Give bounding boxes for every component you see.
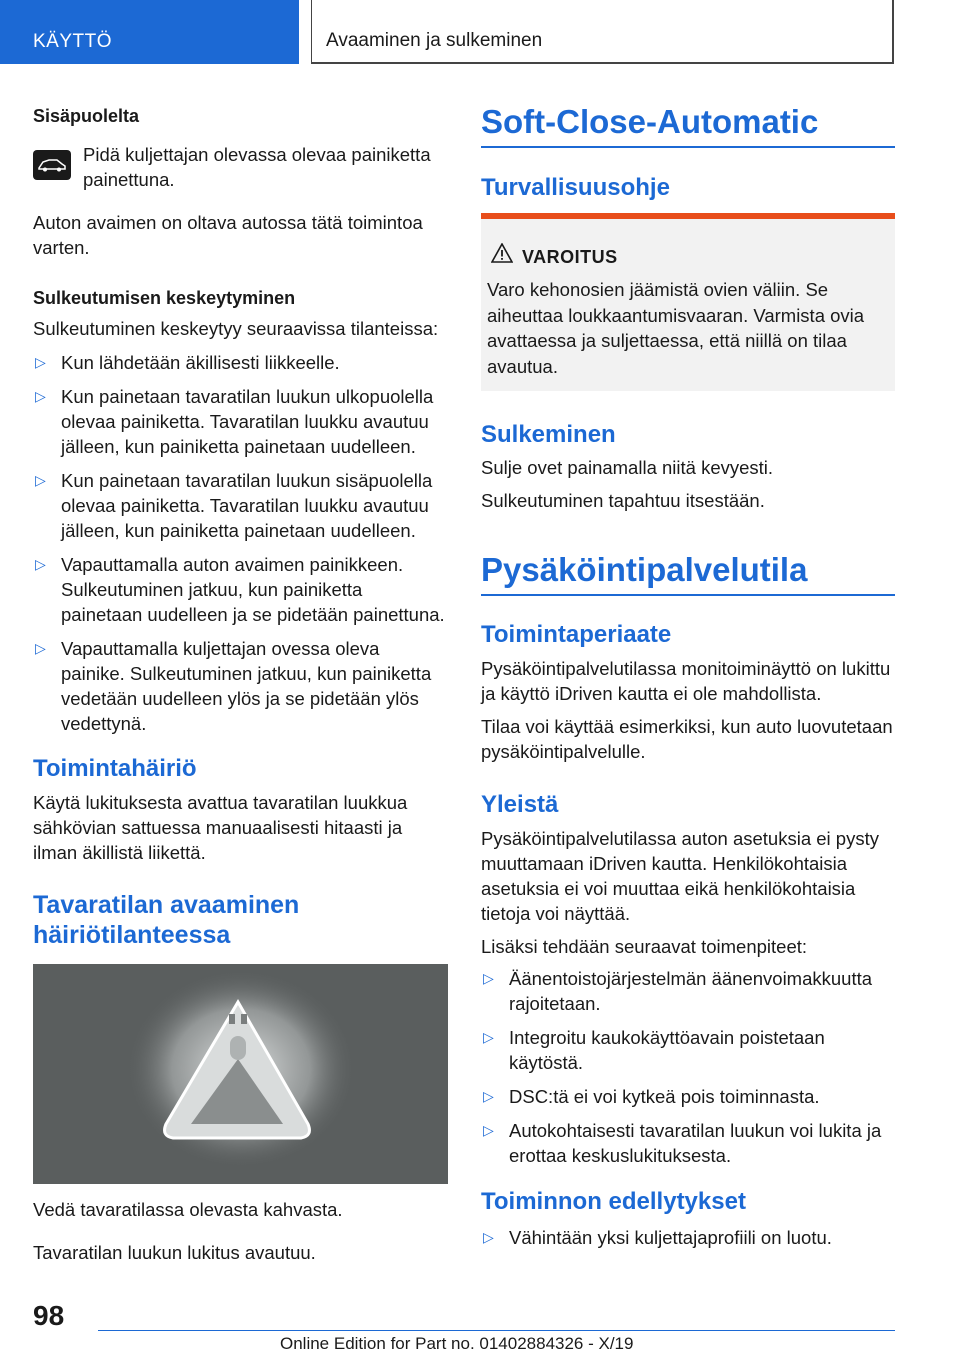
warning-title: VAROITUS <box>522 247 618 267</box>
general-list <box>481 966 895 1177</box>
warning-triangle-icon <box>491 243 513 268</box>
inside-heading: Sisäpuolelta <box>33 106 140 126</box>
list-item: ▷ Vähintään yksi kuljettajaprofiili on luotu. <box>483 1227 832 1248</box>
triangle-bullet-icon: ▷ <box>483 1088 494 1104</box>
emergency-heading: Tavaratilan avaaminen häiriötilanteessa <box>33 891 300 949</box>
interrupt-intro: Sulkeutuminen keskeytyy seuraavissa tilanteissa: <box>33 318 439 339</box>
list-item: ▷ Autokohtaisesti tavaratilan luukun voi lukita ja erottaa keskuslukituksesta. <box>483 1120 882 1166</box>
principle-text-1: Pysäköintipalvelutilassa monitoiminäyttö on lukittu ja käyttö iDriven kautta ei ole mahdollista. <box>481 658 891 704</box>
inside-text: Pidä kuljettajan olevassa olevaa painiketta painettuna. <box>83 144 431 190</box>
section-tab <box>0 0 299 64</box>
list-item: ▷ Vapauttamalla kuljettajan ovessa oleva painike. Sulkeutuminen jatkuu, kun painiketta vedetään uudelleen ylös ja se pidetään ylös vedettynä. <box>35 638 432 734</box>
principle-heading: Toimintaperiaate <box>481 621 672 648</box>
principle-text-2: Tilaa voi käyttää esimerkiksi, kun auto luovutetaan pysäköintipalvelulle. <box>481 716 893 762</box>
closing-text-1: Sulje ovet painamalla niitä kevyesti. <box>481 457 774 478</box>
closing-heading: Sulkeminen <box>481 421 616 448</box>
triangle-bullet-icon: ▷ <box>35 640 46 656</box>
car-button-icon <box>33 150 71 180</box>
list-item: ▷ Kun painetaan tavaratilan luukun ulkopuolella olevaa painiketta. Tavaratilan luukku avautuu jälleen, kun painiketta painetaan uudelleen. <box>35 386 434 457</box>
footer-divider <box>98 1330 895 1331</box>
malfunction-text: Käytä lukituksesta avattua tavaratilan luukkua sähkövian sattuessa manuaalisesti hitaasti ja ilman äkillistä liikettä. <box>33 792 408 863</box>
safety-heading: Turvallisuusohje <box>481 174 670 201</box>
list-item: ▷ Vapauttamalla auton avaimen painikkeen. Sulkeutuminen jatkuu, kun painiketta painetaan uudelleen ja se pidetään painettuna. <box>35 554 445 625</box>
caption-2: Tavaratilan luukun lukitus avautuu. <box>33 1242 316 1263</box>
page-header <box>0 0 960 66</box>
general-heading: Yleistä <box>481 791 559 818</box>
prereq-heading: Toiminnon edellytykset <box>481 1188 746 1215</box>
soft-close-title: Soft-Close-Automatic <box>481 103 819 140</box>
triangle-bullet-icon: ▷ <box>35 354 46 370</box>
warning-text: Varo kehonosien jäämistä ovien väliin. Se aiheuttaa loukkaantumisvaaran. Varmista ovia avattaessa ja suljettaessa, että niillä on tilaa avautua. <box>487 279 865 377</box>
triangle-bullet-icon: ▷ <box>483 1029 494 1045</box>
page-number: 98 <box>33 1300 65 1331</box>
section-title: KÄYTTÖ <box>33 31 113 52</box>
valet-title: Pysäköintipalvelutila <box>481 551 808 588</box>
chapter-title: Avaaminen ja sulkeminen <box>326 30 543 51</box>
trunk-release-handle-image <box>33 964 448 1184</box>
caption-1: Vedä tavaratilassa olevasta kahvasta. <box>33 1199 343 1220</box>
triangle-bullet-icon: ▷ <box>483 1229 494 1245</box>
malfunction-heading: Toimintahäiriö <box>33 755 197 782</box>
triangle-bullet-icon: ▷ <box>35 388 46 404</box>
soft-close-title-block <box>481 102 895 148</box>
triangle-bullet-icon: ▷ <box>483 1122 494 1138</box>
interrupt-heading: Sulkeutumisen keskeytyminen <box>33 288 296 308</box>
list-item: ▷ DSC:tä ei voi kytkeä pois toiminnasta. <box>483 1086 820 1107</box>
chapter-tab <box>311 0 894 64</box>
prereq-list <box>481 1225 895 1259</box>
list-item: ▷ Äänentoistojärjestelmän äänenvoimakkuutta rajoitetaan. <box>483 968 873 1014</box>
edition-footer: Online Edition for Part no. 01402884326 - X/19 <box>280 1334 634 1353</box>
list-item: ▷ Integroitu kaukokäyttöavain poistetaan käytöstä. <box>483 1027 825 1073</box>
general-text-2: Lisäksi tehdään seuraavat toimenpiteet: <box>481 936 808 957</box>
general-text-1: Pysäköintipalvelutilassa auton asetuksia ei pysty muuttamaan iDriven kautta. Henkilökohtaisia asetuksia ei voi muuttaa eikä henkilökohtaisia tietoja voi näyttää. <box>481 828 879 924</box>
triangle-bullet-icon: ▷ <box>483 970 494 986</box>
valet-title-block <box>481 550 895 596</box>
list-item: ▷ Kun lähdetään äkillisesti liikkeelle. <box>35 352 340 373</box>
list-item: ▷ Kun painetaan tavaratilan luukun sisäpuolella olevaa painiketta. Tavaratilan luukku avautuu jälleen, kun painiketta painetaan uudelleen. <box>35 470 433 541</box>
key-note: Auton avaimen on oltava autossa tätä toimintoa varten. <box>33 212 423 258</box>
interrupt-list <box>33 350 448 745</box>
closing-text-2: Sulkeutuminen tapahtuu itsestään. <box>481 490 765 511</box>
triangle-bullet-icon: ▷ <box>35 472 46 488</box>
warning-box <box>481 213 895 391</box>
triangle-bullet-icon: ▷ <box>35 556 46 572</box>
